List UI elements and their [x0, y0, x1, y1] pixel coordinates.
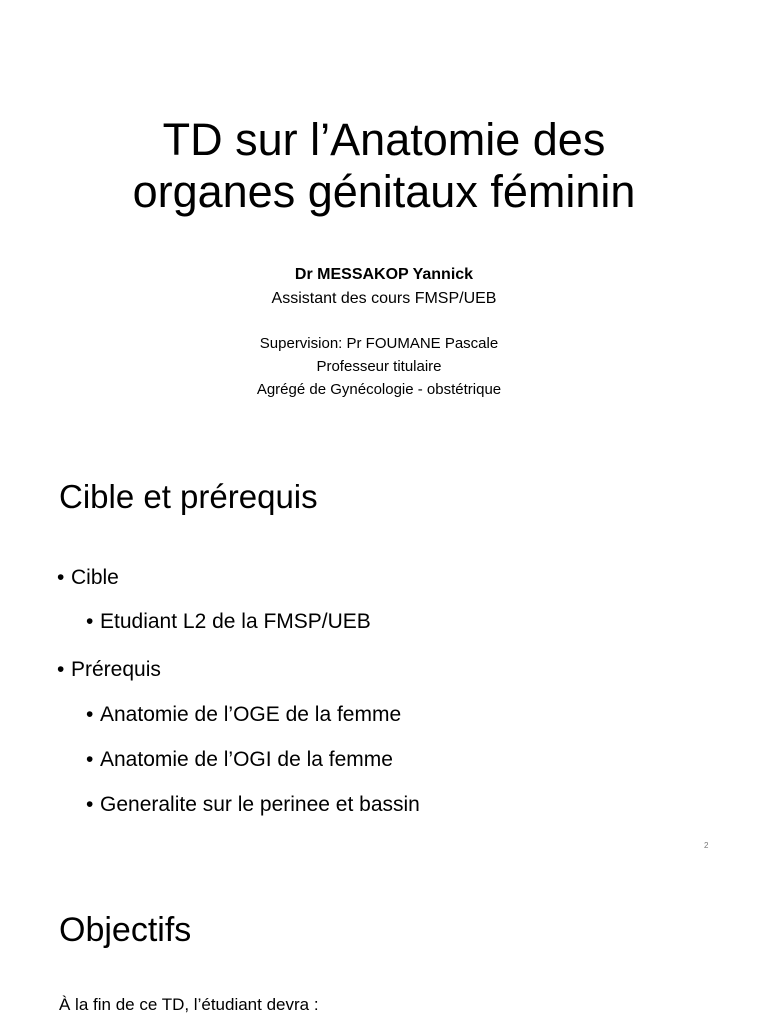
page-number: 2	[704, 841, 709, 850]
bullet-text: Prérequis	[71, 658, 161, 681]
bullet-text: Generalite sur le perinee et bassin	[100, 793, 420, 816]
author-name: Dr MESSAKOP Yannick	[294, 266, 474, 283]
bullet-prereq-perinee	[86, 791, 420, 819]
author-role: Assistant des cours FMSP/UEB	[271, 290, 497, 307]
supervision-line: Supervision: Pr FOUMANE Pascale	[259, 335, 499, 352]
bullet-text: Cible	[71, 566, 119, 589]
bullet-prereq-ogi	[86, 746, 393, 774]
bullet-target	[57, 564, 119, 592]
bullet-dot: •	[86, 610, 94, 633]
bullet-target-student	[86, 608, 371, 636]
supervision-block	[0, 332, 758, 401]
target-prerequisites-slide	[0, 430, 768, 870]
bullet-text: Anatomie de l’OGE de la femme	[100, 703, 402, 726]
author-block	[0, 263, 768, 311]
slide-title-objectives: Objectifs	[59, 911, 192, 949]
slide-title-target: Cible et prérequis	[59, 478, 318, 515]
objectives-slide	[0, 870, 768, 1024]
bullet-text: Anatomie de l’OGI de la femme	[100, 748, 393, 771]
bullet-text: Etudiant L2 de la FMSP/UEB	[100, 610, 371, 633]
supervisor-rank: Professeur titulaire	[316, 358, 442, 375]
title-line-1: TD sur l’Anatomie des	[162, 114, 606, 165]
supervisor-title: Agrégé de Gynécologie - obstétrique	[256, 381, 502, 398]
bullet-dot: •	[57, 566, 65, 589]
title-line-2: organes génitaux féminin	[132, 166, 636, 217]
bullet-dot: •	[57, 658, 65, 681]
objectives-intro: À la fin de ce TD, l’étudiant devra :	[59, 995, 319, 1014]
bullet-dot: •	[86, 703, 94, 726]
bullet-dot: •	[86, 793, 94, 816]
bullet-prerequisites	[57, 656, 161, 684]
title-slide	[0, 0, 768, 430]
bullet-prereq-oge	[86, 701, 401, 729]
bullet-dot: •	[86, 748, 94, 771]
presentation-title	[0, 114, 768, 218]
